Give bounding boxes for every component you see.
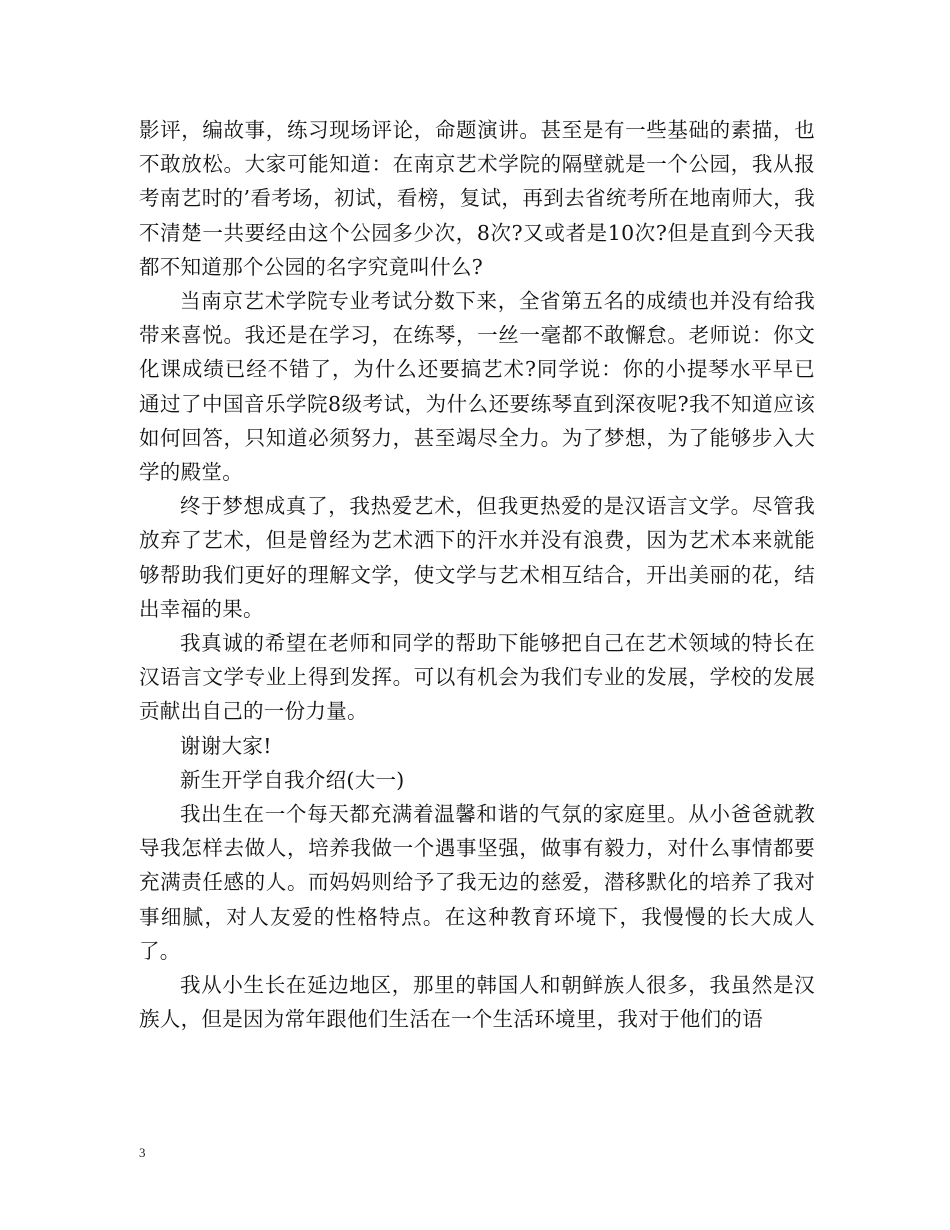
- page-number: 3: [139, 1145, 146, 1160]
- paragraph: 我从小生长在延边地区，那里的韩国人和朝鲜族人很多，我虽然是汉族人，但是因为常年跟他们生活在一个生活环境里，我对于他们的语: [139, 973, 815, 1032]
- section-heading: 新生开学自我介绍(大一): [180, 767, 405, 792]
- paragraph: 影评，编故事，练习现场评论，命题演讲。甚至是有一些基础的素描，也不敢放松。大家可能知道：在南京艺术学院的隔壁就是一个公园，我从报考南艺时的’看考场，初试，看榜，复试，再到去省统考所在地南师大，我不清楚一共要经由这个公园多少次，8次?又或者是10次?但是直到今天我都不知道那个公园的名字究竟叫什么?: [139, 118, 815, 279]
- body-text: [139, 113, 815, 1036]
- paragraph: 我真诚的希望在老师和同学的帮助下能够把自己在艺术领域的特长在汉语言文学专业上得到发挥。可以有机会为我们专业的发展，学校的发展贡献出自己的一份力量。: [139, 631, 815, 724]
- paragraph: 终于梦想成真了，我热爱艺术，但我更热爱的是汉语言文学。尽管我放弃了艺术，但是曾经为艺术洒下的汗水并没有浪费，因为艺术本来就能够帮助我们更好的理解文学，使文学与艺术相互结合，开出美丽的花，结出幸福的果。: [139, 494, 815, 621]
- paragraph: 当南京艺术学院专业考试分数下来，全省第五名的成绩也并没有给我带来喜悦。我还是在学习，在练琴，一丝一毫都不敢懈怠。老师说：你文化课成绩已经不错了，为什么还要搞艺术?同学说：你的小提琴水平早已通过了中国音乐学院8级考试，为什么还要练琴直到深夜呢?我不知道应该如何回答，只知道必须努力，甚至竭尽全力。为了梦想，为了能够步入大学的殿堂。: [139, 289, 815, 485]
- closing-line: 谢谢大家!: [180, 733, 272, 758]
- paragraph: 我出生在一个每天都充满着温馨和谐的气氛的家庭里。从小爸爸就教导我怎样去做人，培养我做一个遇事坚强，做事有毅力，对什么事情都要充满责任感的人。而妈妈则给予了我无边的慈爱，潜移默化的培养了我对事细腻，对人友爱的性格特点。在这种教育环境下，我慢慢的长大成人了。: [139, 802, 815, 963]
